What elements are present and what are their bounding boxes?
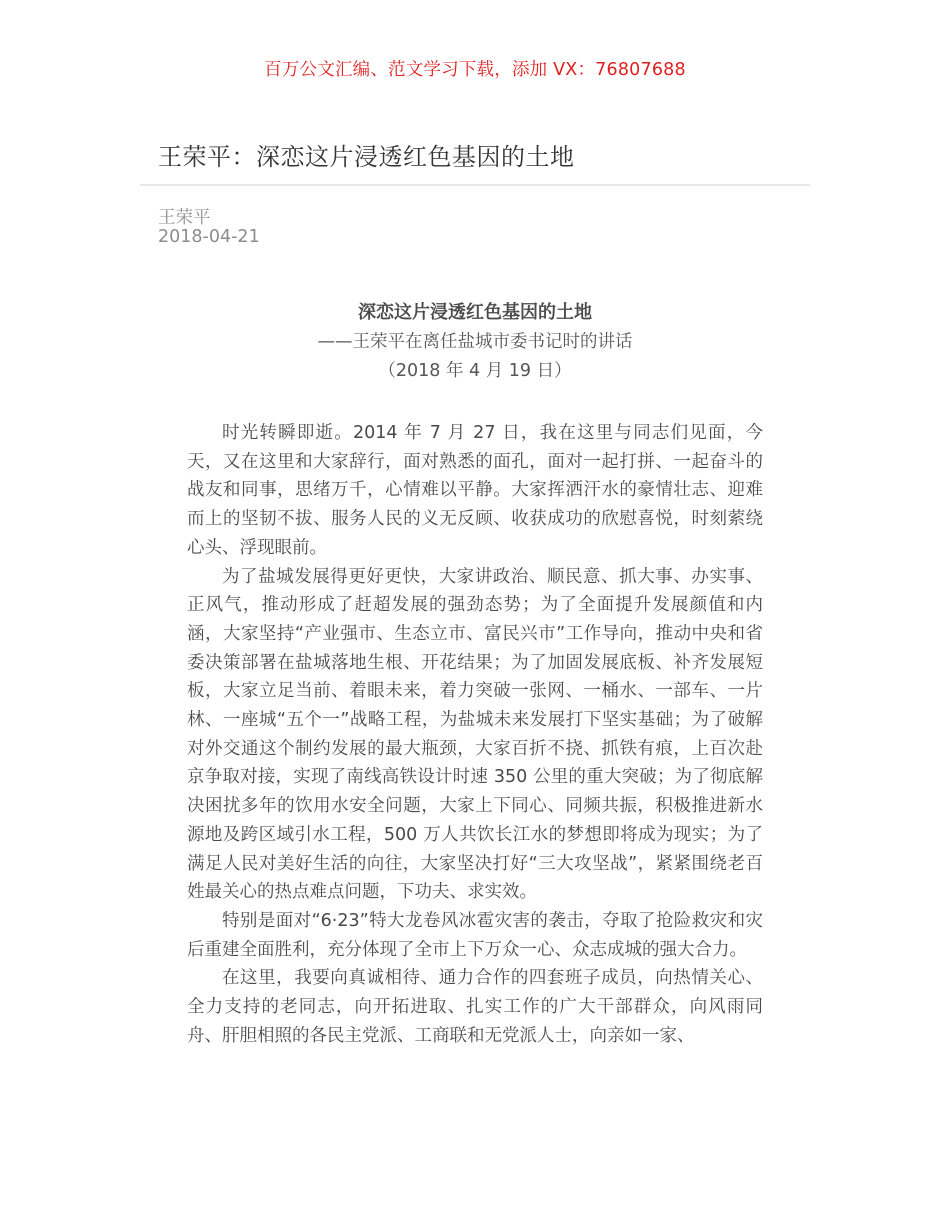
paragraph: 时光转瞬即逝。2014 年 7 月 27 日，我在这里与同志们见面，今天，又在这里和大家辞行，面对熟悉的面孔，面对一起打拼、一起奋斗的战友和同事，思绪万千，心情难以平静。大家挥洒汗水的豪情壮志、迎难而上的坚韧不拔、服务人民的义无反顾、收获成功的欣慰喜悦，时刻萦绕心头、浮现眼前。 <box>187 423 763 558</box>
paragraph: 为了盐城发展得更好更快，大家讲政治、顺民意、抓大事、办实事、正风气，推动形成了赶超发展的强劲态势；为了全面提升发展颜值和内涵，大家坚持“产业强市、生态立市、富民兴市”工作导向，推动中央和省委决策部署在盐城落地生根、开花结果；为了加固发展底板、补齐发展短板，大家立足当前、着眼未来，着力突破一张网、一桶水、一部车、一片林、一座城“五个一”战略工程，为盐城未来发展打下坚实基础；为了破解对外交通这个制约发展的最大瓶颈，大家百折不挠、抓铁有痕，上百次赴京争取对接，实现了南线高铁设计时速 350 公里的重大突破；为了彻底解决困扰多年的饮用水安全问题，大家上下同心、同频共振，积极推进新水源地及跨区域引水工程，500 万人共饮长江水的梦想即将成为现实；为了满足人民对美好生活的向往，大家坚决打好“三大攻坚战”，紧紧围绕老百姓最关心的热点难点问题，下功夫、求实效。 <box>187 566 763 903</box>
speech-heading-block <box>187 298 763 385</box>
watermark-banner: 百万公文汇编、范文学习下载，添加 VX：76807688 <box>264 60 686 80</box>
paragraph: 在这里，我要向真诚相待、通力合作的四套班子成员，向热情关心、全力支持的老同志，向开拓进取、扎实工作的广大干部群众，向风雨同舟、肝胆相照的各民主党派、工商联和无党派人士，向亲如一家、 <box>187 968 763 1046</box>
article-title: 王荣平：深恋这片浸透红色基因的土地 <box>158 143 575 171</box>
article-date: 2018-04-21 <box>158 227 260 247</box>
speech-body <box>187 419 763 1050</box>
title-divider <box>140 184 810 186</box>
speech-heading: 深恋这片浸透红色基因的土地 <box>358 302 592 323</box>
speech-date: （2018 年 4 月 19 日） <box>378 360 572 381</box>
article-author: 王荣平 <box>158 208 211 228</box>
paragraph: 特别是面对“6·23”特大龙卷风冰雹灾害的袭击，夺取了抢险救灾和灾后重建全面胜利，充分体现了全市上下万众一心、众志成城的强大合力。 <box>187 910 763 960</box>
speech-subheading: ——王荣平在离任盐城市委书记时的讲话 <box>317 332 633 352</box>
